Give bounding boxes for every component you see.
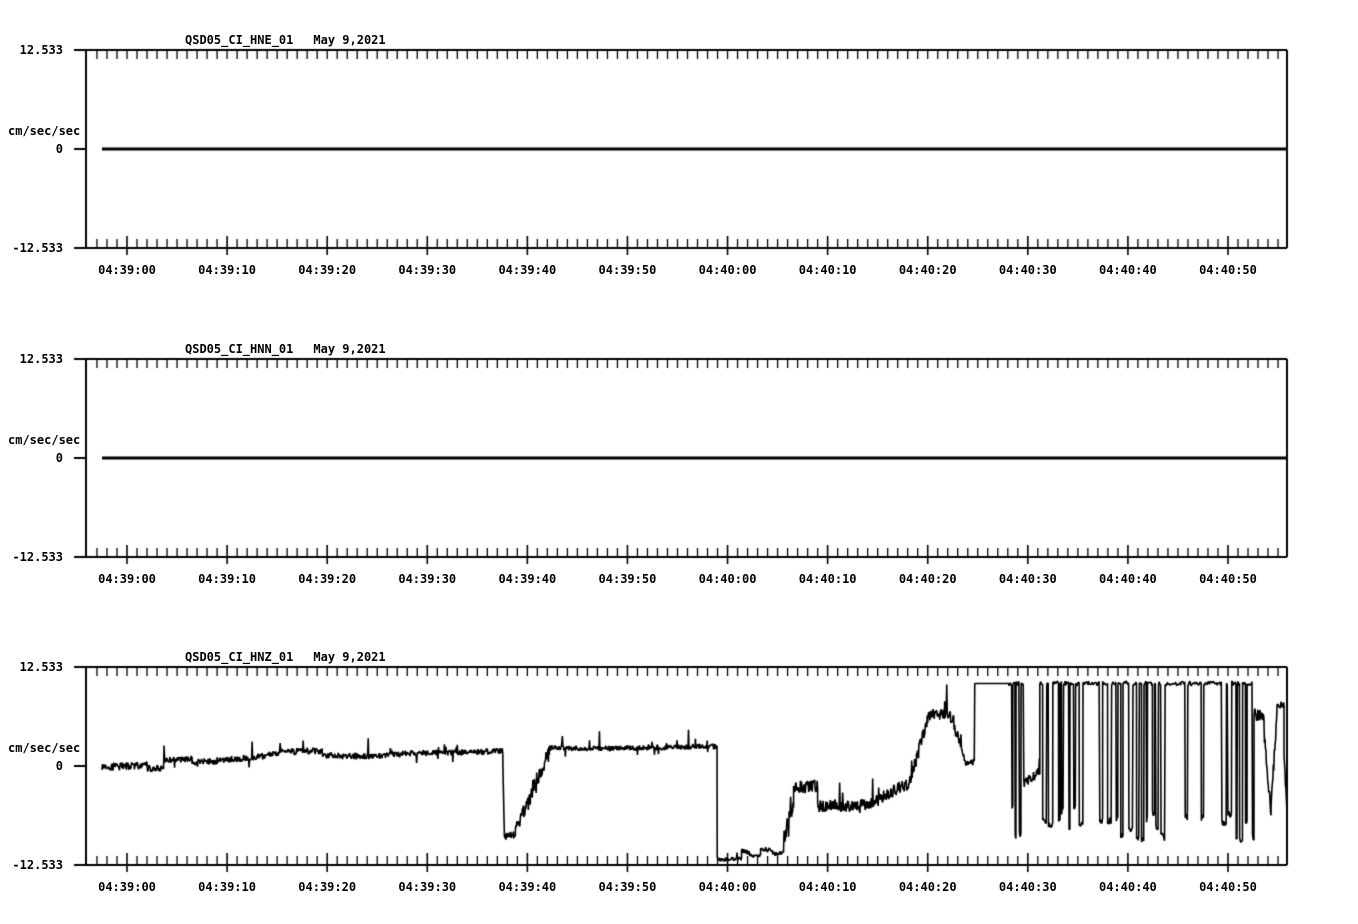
x-tick-label: 04:39:50 [598, 572, 657, 586]
y-zero-label: 0 [55, 142, 63, 156]
x-tick-label: 04:40:30 [998, 263, 1057, 277]
x-tick-label: 04:39:10 [198, 572, 256, 586]
y-unit-label: cm/sec/sec [8, 433, 81, 447]
x-tick-label: 04:40:50 [1199, 263, 1257, 277]
x-tick-label: 04:39:00 [98, 572, 156, 586]
y-zero-label: 0 [55, 451, 63, 465]
x-tick-label: 04:40:30 [998, 572, 1057, 586]
y-min-label: -12.533 [12, 858, 63, 872]
x-tick-label: 04:40:10 [798, 880, 857, 894]
x-tick-label: 04:40:00 [698, 572, 757, 586]
panel-date: May 9,2021 [313, 650, 386, 664]
x-tick-label: 04:39:00 [98, 263, 156, 277]
panel-date: May 9,2021 [313, 342, 386, 356]
x-tick-label: 04:39:50 [598, 263, 657, 277]
x-tick-label: 04:39:30 [398, 880, 457, 894]
panel-title: QSD05_CI_HNN_01 [185, 342, 294, 356]
x-tick-label: 04:40:30 [998, 880, 1057, 894]
panel-title-row [185, 650, 386, 664]
x-tick-label: 04:39:40 [498, 263, 557, 277]
x-tick-label: 04:39:40 [498, 880, 557, 894]
x-tick-label: 04:40:50 [1199, 880, 1257, 894]
y-zero-label: 0 [55, 759, 63, 773]
x-tick-label: 04:40:00 [698, 263, 757, 277]
x-tick-label: 04:39:20 [298, 572, 357, 586]
x-tick-label: 04:39:50 [598, 880, 657, 894]
x-tick-label: 04:39:30 [398, 263, 457, 277]
y-max-label: 12.533 [19, 660, 63, 674]
x-tick-label: 04:39:30 [398, 572, 457, 586]
panel-title-row [185, 342, 386, 356]
x-tick-label: 04:39:10 [198, 263, 256, 277]
panel-title: QSD05_CI_HNZ_01 [185, 650, 294, 664]
x-tick-label: 04:40:20 [898, 263, 957, 277]
x-tick-label: 04:40:40 [1098, 263, 1157, 277]
x-tick-label: 04:39:20 [298, 880, 357, 894]
panel-title: QSD05_CI_HNE_01 [185, 33, 294, 47]
panel-title-row [185, 33, 386, 47]
x-tick-label: 04:39:10 [198, 880, 256, 894]
x-tick-label: 04:40:20 [898, 572, 957, 586]
y-min-label: -12.533 [12, 241, 63, 255]
x-tick-label: 04:40:10 [798, 263, 857, 277]
x-tick-label: 04:40:10 [798, 572, 857, 586]
panel-date: May 9,2021 [313, 33, 386, 47]
y-unit-label: cm/sec/sec [8, 124, 81, 138]
x-tick-label: 04:39:40 [498, 572, 557, 586]
x-tick-label: 04:40:20 [898, 880, 957, 894]
x-tick-label: 04:40:40 [1098, 880, 1157, 894]
x-tick-label: 04:40:00 [698, 880, 757, 894]
y-unit-label: cm/sec/sec [8, 741, 81, 755]
x-tick-label: 04:39:20 [298, 263, 357, 277]
y-min-label: -12.533 [12, 550, 63, 564]
x-tick-label: 04:40:40 [1098, 572, 1157, 586]
y-max-label: 12.533 [19, 352, 63, 366]
x-tick-label: 04:40:50 [1199, 572, 1257, 586]
x-tick-label: 04:39:00 [98, 880, 156, 894]
y-max-label: 12.533 [19, 43, 63, 57]
